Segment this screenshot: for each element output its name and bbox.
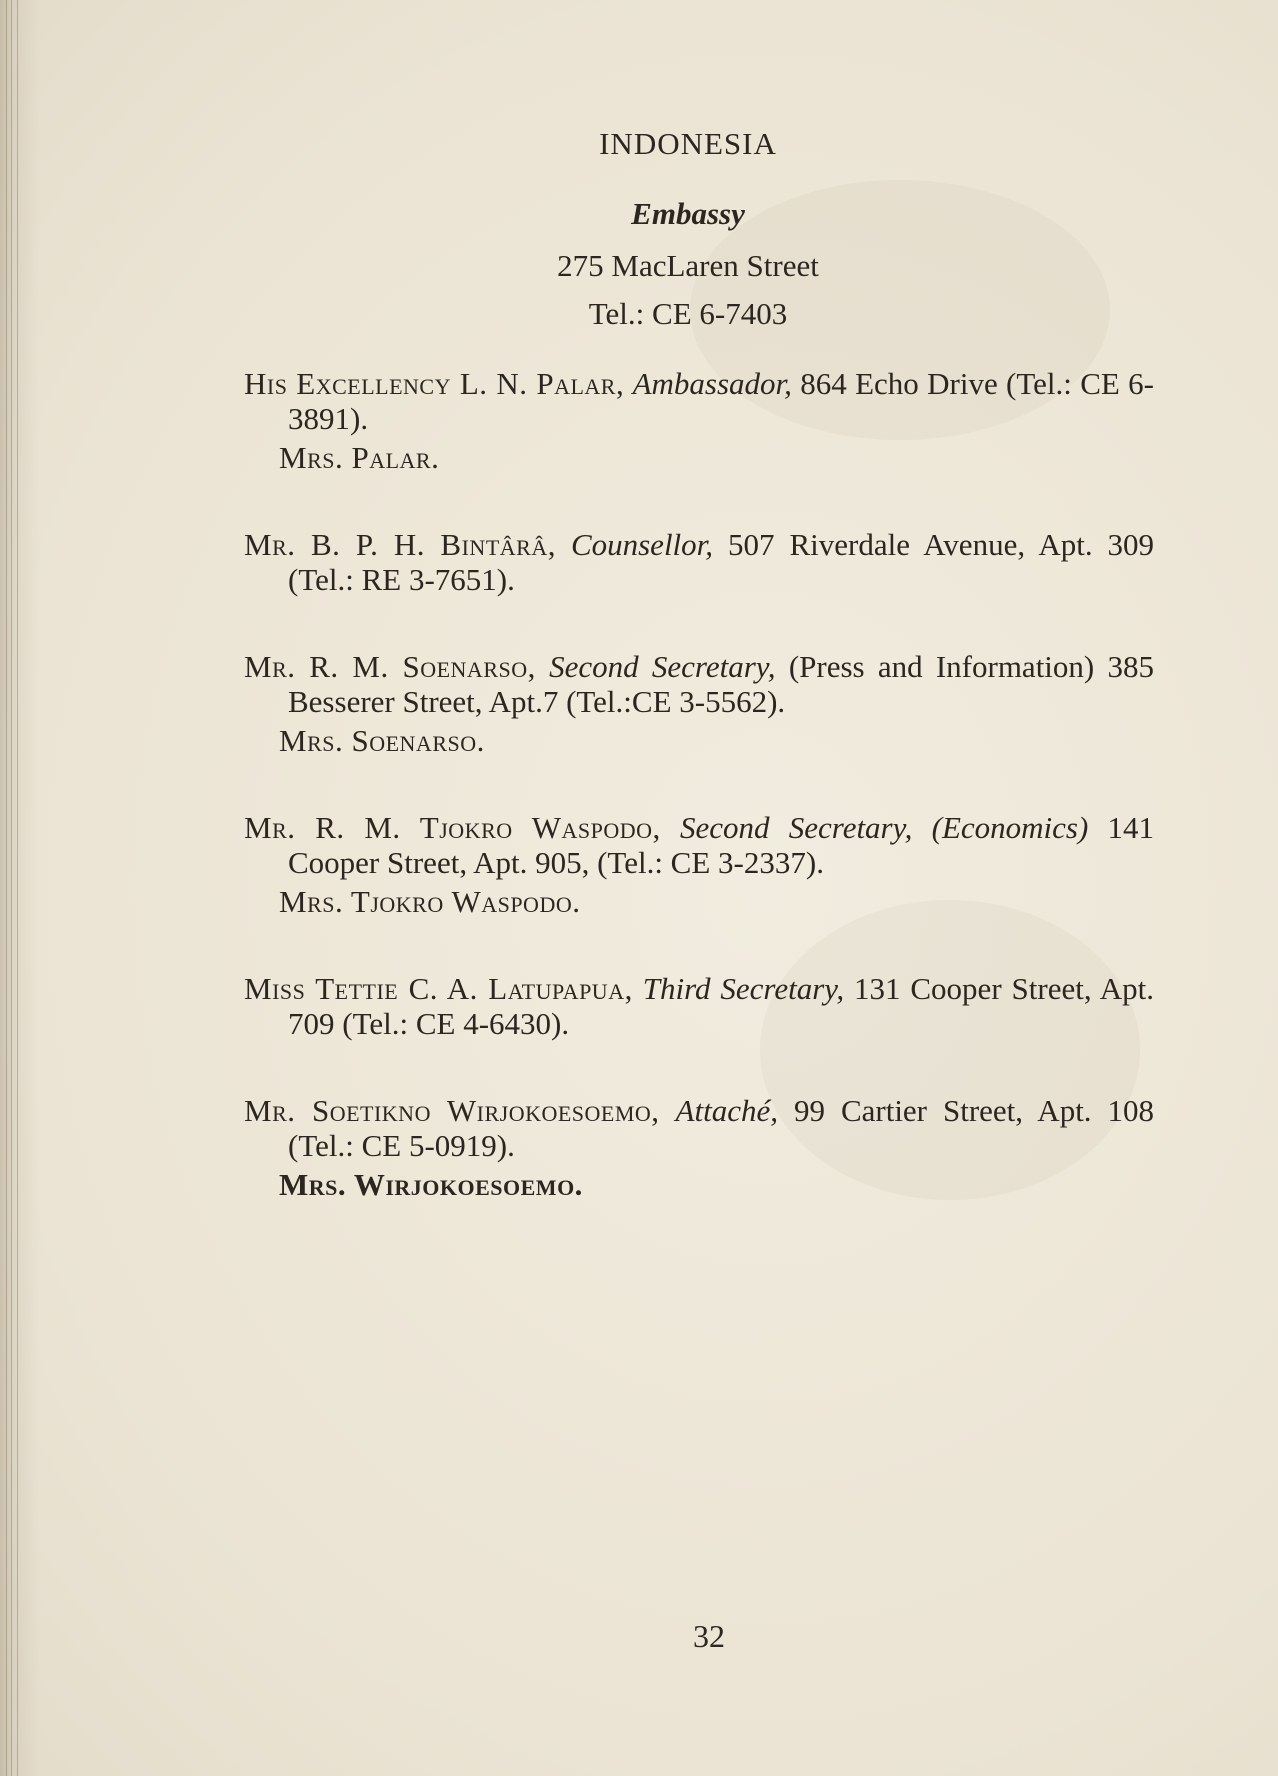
- section-heading: Embassy: [631, 196, 745, 231]
- staff-list: [244, 366, 1154, 1254]
- entry-role: Second Secretary,: [549, 649, 776, 684]
- entry-spouse: Mrs. Soenarso.: [279, 723, 485, 758]
- staff-entry: [244, 971, 1154, 1041]
- entry-role: Attaché,: [675, 1093, 778, 1128]
- staff-entry: [244, 810, 1154, 919]
- entry-details: 507 Riverdale Avenue, Apt. 309 (Tel.: RE 3-7651).: [288, 527, 1155, 597]
- entry-details: 99 Cartier Street, Apt. 108 (Tel.: CE 5-0919).: [288, 1093, 1155, 1163]
- entry-details: (Press and Information) 385 Besserer Street, Apt.7 (Tel.:CE 3-5562).: [288, 649, 1154, 719]
- entry-name: Miss Tettie C. A. Latupapua,: [244, 971, 633, 1006]
- entry-name: His Excellency L. N. Palar,: [244, 366, 625, 401]
- entry-details: 864 Echo Drive (Tel.: CE 6-3891).: [288, 366, 1154, 436]
- entry-text: [244, 649, 1154, 719]
- page-number: 32: [693, 1618, 725, 1654]
- entry-spouse: Mrs. Wirjokoesoemo.: [279, 1167, 583, 1202]
- entry-name: Mr. Soetikno Wirjokoesoemo,: [244, 1093, 660, 1128]
- entry-text: [244, 527, 1154, 597]
- entry-spouse: Mrs. Tjokro Waspodo.: [279, 884, 581, 919]
- staff-entry: [244, 649, 1154, 758]
- entry-spouse: Mrs. Palar.: [279, 440, 440, 475]
- staff-entry: [244, 366, 1154, 475]
- entry-name: Mr. B. P. H. Bintârâ,: [244, 527, 556, 562]
- entry-text: [244, 1093, 1154, 1163]
- embassy-address: 275 MacLaren Street: [557, 248, 819, 283]
- country-heading: INDONESIA: [599, 126, 777, 161]
- entry-role: Second Secretary, (Economics): [680, 810, 1089, 845]
- entry-name: Mr. R. M. Tjokro Waspodo,: [244, 810, 661, 845]
- entry-role: Counsellor,: [570, 527, 714, 562]
- entry-name: Mr. R. M. Soenarso,: [244, 649, 536, 684]
- staff-entry: [244, 527, 1154, 597]
- entry-role: Ambassador,: [632, 366, 792, 401]
- entry-role: Third Secretary,: [642, 971, 845, 1006]
- embassy-telephone: Tel.: CE 6-7403: [588, 296, 788, 331]
- entry-details: 141 Cooper Street, Apt. 905, (Tel.: CE 3-2337).: [288, 810, 1155, 880]
- entry-text: [244, 971, 1154, 1041]
- entry-text: [244, 810, 1154, 880]
- entry-details: 131 Cooper Street, Apt. 709 (Tel.: CE 4-6430).: [288, 971, 1155, 1041]
- entry-text: [244, 366, 1154, 436]
- staff-entry: [244, 1093, 1154, 1202]
